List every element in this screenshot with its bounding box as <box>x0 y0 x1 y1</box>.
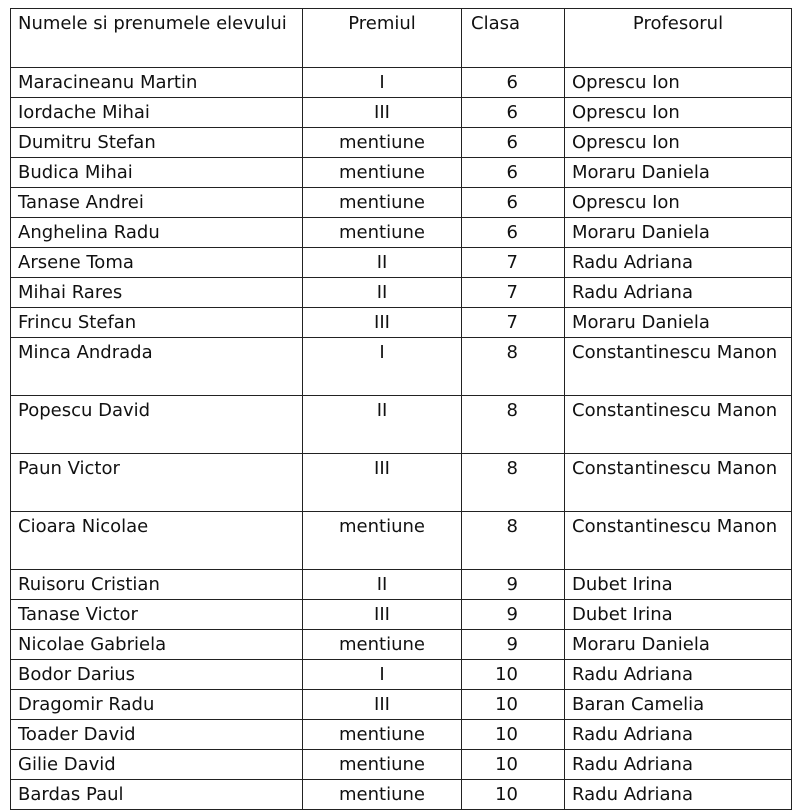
cell-name: Anghelina Radu <box>11 218 303 248</box>
cell-prize: III <box>303 690 462 720</box>
cell-name: Toader David <box>11 720 303 750</box>
cell-name: Paun Victor <box>11 454 303 512</box>
table-row <box>11 720 792 750</box>
cell-teacher: Moraru Daniela <box>565 158 792 188</box>
cell-name: Gilie David <box>11 750 303 780</box>
table-row <box>11 570 792 600</box>
cell-grade: 7 <box>462 308 565 338</box>
cell-teacher: Dubet Irina <box>565 570 792 600</box>
table-row <box>11 780 792 810</box>
cell-teacher: Radu Adriana <box>565 720 792 750</box>
cell-grade: 9 <box>462 630 565 660</box>
cell-teacher: Constantinescu Manon <box>565 454 792 512</box>
cell-teacher: Dubet Irina <box>565 600 792 630</box>
cell-grade: 7 <box>462 278 565 308</box>
cell-teacher: Moraru Daniela <box>565 308 792 338</box>
cell-grade: 6 <box>462 218 565 248</box>
cell-prize: II <box>303 396 462 454</box>
cell-name: Ruisoru Cristian <box>11 570 303 600</box>
cell-prize: mentiune <box>303 158 462 188</box>
cell-name: Cioara Nicolae <box>11 512 303 570</box>
table-row <box>11 660 792 690</box>
cell-prize: I <box>303 68 462 98</box>
cell-grade: 6 <box>462 128 565 158</box>
table-row <box>11 396 792 454</box>
table-row <box>11 750 792 780</box>
cell-teacher: Constantinescu Manon <box>565 512 792 570</box>
table-row <box>11 158 792 188</box>
cell-name: Bodor Darius <box>11 660 303 690</box>
cell-grade: 10 <box>462 780 565 810</box>
cell-teacher: Moraru Daniela <box>565 630 792 660</box>
cell-prize: III <box>303 600 462 630</box>
cell-grade: 10 <box>462 720 565 750</box>
cell-prize: I <box>303 660 462 690</box>
cell-grade: 8 <box>462 338 565 396</box>
cell-prize: mentiune <box>303 780 462 810</box>
cell-name: Bardas Paul <box>11 780 303 810</box>
cell-name: Arsene Toma <box>11 248 303 278</box>
cell-prize: mentiune <box>303 720 462 750</box>
awards-table <box>10 8 792 810</box>
cell-teacher: Oprescu Ion <box>565 68 792 98</box>
cell-prize: III <box>303 308 462 338</box>
table-row <box>11 630 792 660</box>
header-teacher: Profesorul <box>565 9 792 68</box>
cell-name: Maracineanu Martin <box>11 68 303 98</box>
header-name: Numele si prenumele elevului <box>11 9 303 68</box>
header-row <box>11 9 792 68</box>
cell-grade: 10 <box>462 750 565 780</box>
cell-grade: 6 <box>462 158 565 188</box>
cell-teacher: Radu Adriana <box>565 248 792 278</box>
cell-teacher: Oprescu Ion <box>565 98 792 128</box>
cell-prize: mentiune <box>303 512 462 570</box>
table-row <box>11 128 792 158</box>
cell-name: Tanase Andrei <box>11 188 303 218</box>
table-row <box>11 338 792 396</box>
cell-teacher: Radu Adriana <box>565 660 792 690</box>
cell-grade: 8 <box>462 454 565 512</box>
cell-prize: mentiune <box>303 128 462 158</box>
header-grade: Clasa <box>462 9 565 68</box>
cell-name: Dumitru Stefan <box>11 128 303 158</box>
cell-name: Popescu David <box>11 396 303 454</box>
cell-grade: 7 <box>462 248 565 278</box>
cell-teacher: Constantinescu Manon <box>565 396 792 454</box>
table-row <box>11 454 792 512</box>
table-row <box>11 248 792 278</box>
cell-name: Budica Mihai <box>11 158 303 188</box>
cell-grade: 6 <box>462 188 565 218</box>
cell-name: Minca Andrada <box>11 338 303 396</box>
cell-teacher: Constantinescu Manon <box>565 338 792 396</box>
table-row <box>11 98 792 128</box>
cell-prize: mentiune <box>303 630 462 660</box>
table-row <box>11 600 792 630</box>
table-row <box>11 68 792 98</box>
cell-name: Dragomir Radu <box>11 690 303 720</box>
cell-prize: mentiune <box>303 218 462 248</box>
cell-prize: II <box>303 248 462 278</box>
cell-prize: III <box>303 454 462 512</box>
table-row <box>11 512 792 570</box>
table-row <box>11 308 792 338</box>
cell-teacher: Radu Adriana <box>565 750 792 780</box>
cell-prize: II <box>303 278 462 308</box>
table-row <box>11 218 792 248</box>
cell-name: Frincu Stefan <box>11 308 303 338</box>
table-body <box>11 68 792 810</box>
cell-teacher: Moraru Daniela <box>565 218 792 248</box>
cell-teacher: Oprescu Ion <box>565 188 792 218</box>
cell-teacher: Radu Adriana <box>565 780 792 810</box>
cell-name: Tanase Victor <box>11 600 303 630</box>
cell-teacher: Radu Adriana <box>565 278 792 308</box>
cell-prize: I <box>303 338 462 396</box>
cell-name: Mihai Rares <box>11 278 303 308</box>
cell-prize: mentiune <box>303 750 462 780</box>
cell-teacher: Oprescu Ion <box>565 128 792 158</box>
cell-name: Iordache Mihai <box>11 98 303 128</box>
table-row <box>11 188 792 218</box>
table-row <box>11 690 792 720</box>
table-row <box>11 278 792 308</box>
cell-name: Nicolae Gabriela <box>11 630 303 660</box>
cell-grade: 9 <box>462 600 565 630</box>
cell-grade: 6 <box>462 98 565 128</box>
cell-grade: 6 <box>462 68 565 98</box>
cell-prize: mentiune <box>303 188 462 218</box>
cell-grade: 8 <box>462 512 565 570</box>
cell-grade: 10 <box>462 690 565 720</box>
cell-grade: 10 <box>462 660 565 690</box>
cell-prize: II <box>303 570 462 600</box>
cell-grade: 8 <box>462 396 565 454</box>
cell-teacher: Baran Camelia <box>565 690 792 720</box>
cell-prize: III <box>303 98 462 128</box>
header-prize: Premiul <box>303 9 462 68</box>
cell-grade: 9 <box>462 570 565 600</box>
